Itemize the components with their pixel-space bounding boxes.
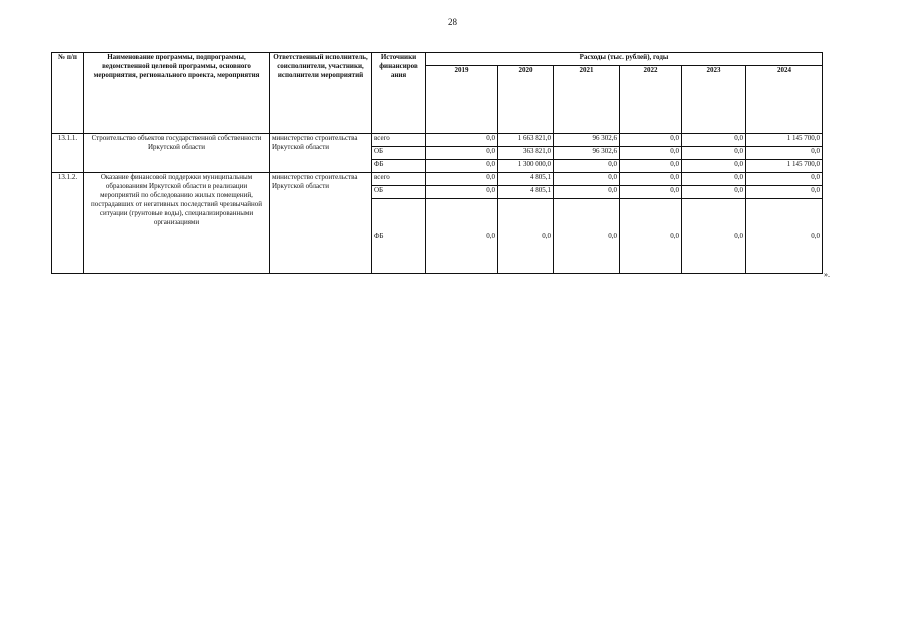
row-responsible: министерство строительства Иркутской области — [270, 134, 372, 173]
row-value: 1 145 700,0 — [746, 134, 823, 147]
row-value: 1 663 821,0 — [498, 134, 554, 147]
table-row — [52, 134, 823, 147]
header-year: 2020 — [498, 66, 554, 134]
page-number: 28 — [448, 17, 457, 27]
header-sources: Источники финансиров ания — [372, 53, 426, 134]
row-value: 0,0 — [426, 173, 498, 186]
table-row — [52, 173, 823, 186]
row-source: всего — [372, 173, 426, 186]
row-code: 13.1.2. — [52, 173, 84, 274]
row-name: Строительство объектов государственной собственности Иркутской области — [84, 134, 270, 173]
header-name: Наименование программы, подпрограммы, ведомственной целевой программы, основного мероприятия, регионального проекта, мероприятия — [84, 53, 270, 134]
row-source: ОБ — [372, 147, 426, 160]
row-value: 0,0 — [620, 147, 682, 160]
row-value: 0,0 — [682, 160, 746, 173]
row-name: Оказание финансовой поддержки муниципальным образованиям Иркутской области в реализации мероприятий по обследованию жилых помещений, пострадавших от негативных последствий чрезвычайной ситуации (грунтовые воды), специализированными организациями — [84, 173, 270, 274]
row-value: 0,0 — [682, 173, 746, 186]
row-value: 0,0 — [620, 134, 682, 147]
row-value: 363 821,0 — [498, 147, 554, 160]
row-value: 0,0 — [682, 186, 746, 199]
row-value: 0,0 — [746, 147, 823, 160]
row-value: 0,0 — [426, 134, 498, 147]
header-year: 2019 — [426, 66, 498, 134]
row-source: ФБ — [372, 160, 426, 173]
row-value: 0,0 — [426, 160, 498, 173]
row-value: 0,0 — [620, 199, 682, 274]
row-value: 0,0 — [620, 186, 682, 199]
row-value: 0,0 — [554, 186, 620, 199]
header-number: № п/п — [52, 53, 84, 134]
row-value: 0,0 — [746, 173, 823, 186]
row-value: 0,0 — [426, 199, 498, 274]
row-value: 96 302,6 — [554, 147, 620, 160]
row-value: 0,0 — [426, 147, 498, 160]
row-source: ОБ — [372, 186, 426, 199]
header-year: 2024 — [746, 66, 823, 134]
table-body — [52, 134, 823, 274]
closing-quote-mark: ». — [824, 270, 830, 279]
row-value: 4 805,1 — [498, 186, 554, 199]
header-responsible: Ответственный исполнитель, соисполнители, участники, исполнители мероприятий — [270, 53, 372, 134]
row-value: 0,0 — [746, 186, 823, 199]
row-value: 0,0 — [682, 147, 746, 160]
financing-table — [51, 52, 823, 274]
row-value: 0,0 — [554, 160, 620, 173]
header-year: 2023 — [682, 66, 746, 134]
row-value: 0,0 — [620, 160, 682, 173]
row-value: 1 145 700,0 — [746, 160, 823, 173]
row-value: 0,0 — [498, 199, 554, 274]
row-source: ФБ — [372, 199, 426, 274]
table-header — [52, 53, 823, 134]
row-value: 0,0 — [746, 199, 823, 274]
row-responsible: министерство строительства Иркутской области — [270, 173, 372, 274]
row-value: 0,0 — [554, 173, 620, 186]
row-value: 0,0 — [682, 134, 746, 147]
header-year: 2021 — [554, 66, 620, 134]
row-value: 0,0 — [554, 199, 620, 274]
row-value: 4 805,1 — [498, 173, 554, 186]
row-source: всего — [372, 134, 426, 147]
row-value: 0,0 — [620, 173, 682, 186]
header-expenses: Расходы (тыс. рублей), годы — [426, 53, 823, 66]
row-code: 13.1.1. — [52, 134, 84, 173]
row-value: 1 300 000,0 — [498, 160, 554, 173]
row-value: 0,0 — [426, 186, 498, 199]
row-value: 0,0 — [682, 199, 746, 274]
header-year: 2022 — [620, 66, 682, 134]
row-value: 96 302,6 — [554, 134, 620, 147]
